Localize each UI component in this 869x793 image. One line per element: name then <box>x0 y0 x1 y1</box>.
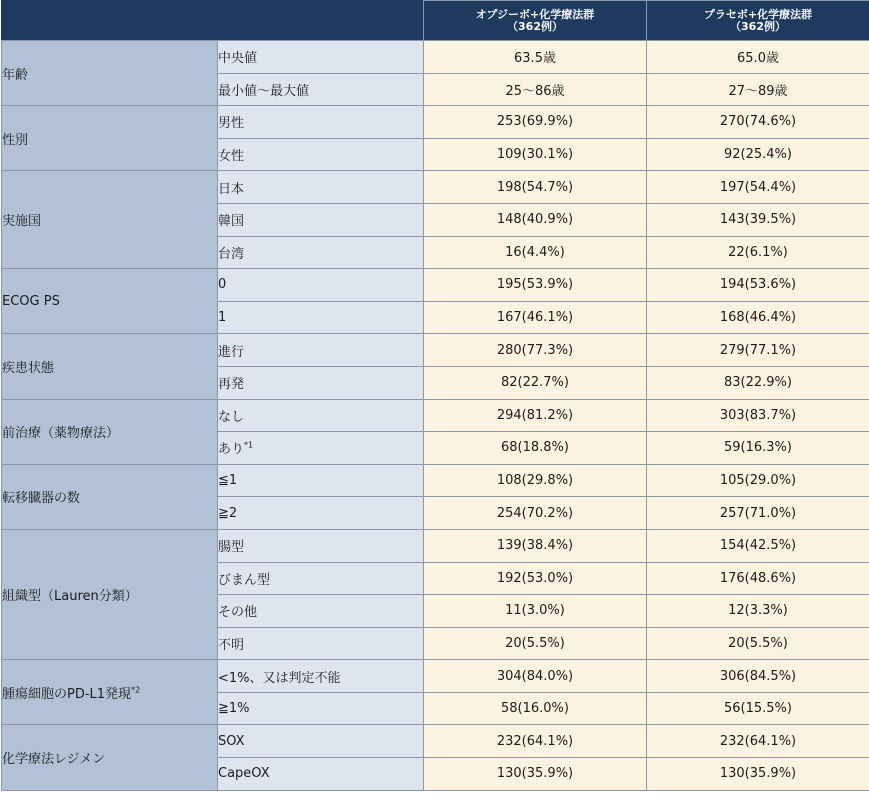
subcategory-label: 1 <box>218 310 227 326</box>
category-cell <box>2 464 218 529</box>
category-label: 転移臓器の数 <box>2 491 81 507</box>
category-label: 化学療法レジメン <box>2 752 106 768</box>
subcategory-cell <box>218 106 424 139</box>
table-row <box>2 725 869 758</box>
subcategory-cell <box>218 432 424 465</box>
placebo-value-cell: 232(64.1%) <box>647 725 869 758</box>
category-cell <box>2 725 218 790</box>
subcategory-label: びまん型 <box>218 572 271 588</box>
subcategory-label: 最小値～最大値 <box>218 83 310 99</box>
subcategory-cell <box>218 73 424 106</box>
placebo-value-cell: 197(54.4%) <box>647 171 869 204</box>
placebo-value-cell: 22(6.1%) <box>647 236 869 269</box>
subcategory-label: SOX <box>218 733 245 749</box>
nivolumab-value-cell: 130(35.9%) <box>424 758 647 791</box>
category-label: 腫瘍細胞のPD-L1発現 <box>2 686 132 702</box>
category-label: 性別 <box>2 132 29 148</box>
table-row <box>2 660 869 693</box>
category-cell <box>2 269 218 334</box>
category-cell <box>2 171 218 269</box>
nivolumab-value-cell: 192(53.0%) <box>424 562 647 595</box>
subcategory-label: 不明 <box>218 637 245 653</box>
header-nivolumab-title: オプジーボ+化学療法群 <box>475 7 595 21</box>
placebo-value-cell: 303(83.7%) <box>647 399 869 432</box>
baseline-characteristics-table <box>1 0 869 791</box>
placebo-value-cell: 56(15.5%) <box>647 692 869 725</box>
subcategory-cell <box>218 334 424 367</box>
nivolumab-value-cell: 82(22.7%) <box>424 366 647 399</box>
subcategory-label: その他 <box>218 605 258 621</box>
nivolumab-value-cell: 280(77.3%) <box>424 334 647 367</box>
category-label: 前治療（薬物療法） <box>2 426 120 442</box>
header-row <box>2 1 869 41</box>
placebo-value-cell: 257(71.0%) <box>647 497 869 530</box>
nivolumab-value-cell: 195(53.9%) <box>424 269 647 302</box>
placebo-value-cell: 12(3.3%) <box>647 595 869 628</box>
placebo-value-cell: 130(35.9%) <box>647 758 869 791</box>
header-placebo-title: プラセボ+化学療法群 <box>703 7 813 21</box>
header-placebo-group <box>647 1 869 41</box>
subcategory-cell <box>218 236 424 269</box>
nivolumab-value-cell: 63.5歳 <box>424 41 647 74</box>
subcategory-footnote-mark: *1 <box>244 441 254 451</box>
placebo-value-cell: 83(22.9%) <box>647 366 869 399</box>
subcategory-label: 男性 <box>218 116 245 132</box>
subcategory-cell <box>218 758 424 791</box>
subcategory-label: 韓国 <box>218 214 245 230</box>
category-label: 実施国 <box>2 214 42 230</box>
nivolumab-value-cell: 167(46.1%) <box>424 301 647 334</box>
nivolumab-value-cell: 232(64.1%) <box>424 725 647 758</box>
nivolumab-value-cell: 16(4.4%) <box>424 236 647 269</box>
subcategory-cell <box>218 171 424 204</box>
placebo-value-cell: 168(46.4%) <box>647 301 869 334</box>
table-row <box>2 269 869 302</box>
nivolumab-value-cell: 109(30.1%) <box>424 138 647 171</box>
placebo-value-cell: 143(39.5%) <box>647 203 869 236</box>
subcategory-label: ≧1% <box>218 701 250 717</box>
placebo-value-cell: 194(53.6%) <box>647 269 869 302</box>
subcategory-cell <box>218 203 424 236</box>
nivolumab-value-cell: 25～86歳 <box>424 73 647 106</box>
subcategory-label: <1%、又は判定不能 <box>218 670 341 686</box>
subcategory-label: CapeOX <box>218 766 270 782</box>
subcategory-cell <box>218 464 424 497</box>
table-row <box>2 529 869 562</box>
subcategory-label: 再発 <box>218 377 245 393</box>
table-row <box>2 106 869 139</box>
subcategory-cell <box>218 399 424 432</box>
subcategory-cell <box>218 725 424 758</box>
placebo-value-cell: 154(42.5%) <box>647 529 869 562</box>
subcategory-label: ≧2 <box>218 505 238 521</box>
subcategory-cell <box>218 366 424 399</box>
table-row <box>2 464 869 497</box>
category-cell <box>2 334 218 399</box>
header-placebo-count: （362例） <box>730 19 786 33</box>
placebo-value-cell: 20(5.5%) <box>647 627 869 660</box>
placebo-value-cell: 279(77.1%) <box>647 334 869 367</box>
nivolumab-value-cell: 68(18.8%) <box>424 432 647 465</box>
subcategory-cell <box>218 660 424 693</box>
placebo-value-cell: 105(29.0%) <box>647 464 869 497</box>
category-cell <box>2 41 218 106</box>
subcategory-label: 進行 <box>218 344 245 360</box>
table-row <box>2 399 869 432</box>
subcategory-label: 日本 <box>218 181 245 197</box>
subcategory-cell <box>218 41 424 74</box>
subcategory-cell <box>218 497 424 530</box>
category-label: 年齢 <box>2 67 29 83</box>
table-row <box>2 334 869 367</box>
subcategory-label: あり <box>218 442 245 458</box>
category-cell <box>2 399 218 464</box>
subcategory-cell <box>218 138 424 171</box>
nivolumab-value-cell: 11(3.0%) <box>424 595 647 628</box>
placebo-value-cell: 65.0歳 <box>647 41 869 74</box>
subcategory-label: 台湾 <box>218 246 245 262</box>
nivolumab-value-cell: 254(70.2%) <box>424 497 647 530</box>
subcategory-cell <box>218 595 424 628</box>
placebo-value-cell: 306(84.5%) <box>647 660 869 693</box>
category-cell <box>2 660 218 725</box>
header-nivolumab-count: （362例） <box>507 19 563 33</box>
nivolumab-value-cell: 198(54.7%) <box>424 171 647 204</box>
nivolumab-value-cell: 294(81.2%) <box>424 399 647 432</box>
header-nivolumab-group <box>424 1 647 41</box>
subcategory-label: 女性 <box>218 149 245 165</box>
subcategory-label: なし <box>218 409 245 425</box>
placebo-value-cell: 92(25.4%) <box>647 138 869 171</box>
subcategory-label: ≦1 <box>218 473 238 489</box>
nivolumab-value-cell: 139(38.4%) <box>424 529 647 562</box>
placebo-value-cell: 59(16.3%) <box>647 432 869 465</box>
category-label: 疾患状態 <box>2 360 55 376</box>
placebo-value-cell: 27～89歳 <box>647 73 869 106</box>
subcategory-cell <box>218 562 424 595</box>
nivolumab-value-cell: 304(84.0%) <box>424 660 647 693</box>
subcategory-label: 0 <box>218 277 227 293</box>
subcategory-cell <box>218 529 424 562</box>
placebo-value-cell: 176(48.6%) <box>647 562 869 595</box>
nivolumab-value-cell: 148(40.9%) <box>424 203 647 236</box>
category-cell <box>2 106 218 171</box>
subcategory-cell <box>218 301 424 334</box>
category-footnote-mark: *2 <box>131 685 141 695</box>
placebo-value-cell: 270(74.6%) <box>647 106 869 139</box>
nivolumab-value-cell: 253(69.9%) <box>424 106 647 139</box>
category-cell <box>2 529 218 659</box>
table-row <box>2 41 869 74</box>
subcategory-label: 中央値 <box>218 51 258 67</box>
category-label: 組織型（Lauren分類） <box>2 589 138 605</box>
subcategory-cell <box>218 627 424 660</box>
nivolumab-value-cell: 20(5.5%) <box>424 627 647 660</box>
category-label: ECOG PS <box>2 293 60 309</box>
header-blank-cell <box>2 1 424 41</box>
subcategory-cell <box>218 692 424 725</box>
subcategory-cell <box>218 269 424 302</box>
subcategory-label: 腸型 <box>218 540 245 556</box>
nivolumab-value-cell: 58(16.0%) <box>424 692 647 725</box>
table-row <box>2 171 869 204</box>
nivolumab-value-cell: 108(29.8%) <box>424 464 647 497</box>
